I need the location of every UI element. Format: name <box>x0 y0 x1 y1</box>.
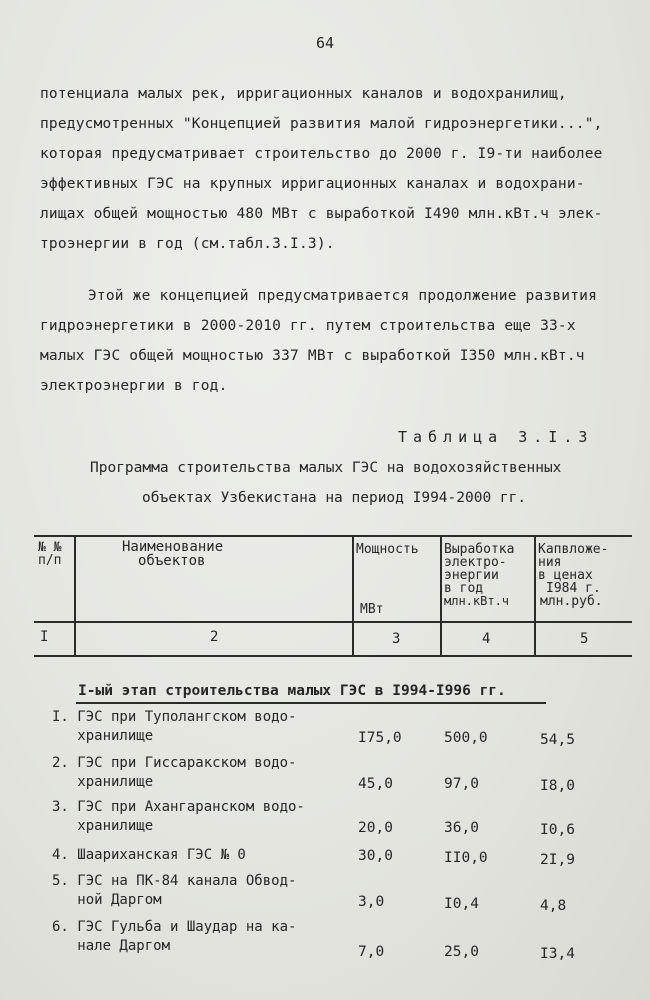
paragraph-line: Этой же концепцией предусматривается продолжение развития <box>88 288 597 304</box>
row-power: 30,0 <box>358 848 393 864</box>
column-number: I <box>40 629 49 645</box>
header-number: п/п <box>38 553 62 568</box>
row-name: 2. ГЭС при Гиссаракском водо- <box>52 755 297 771</box>
row-name: хранилище <box>52 818 154 834</box>
table-rule <box>534 535 536 656</box>
row-name: хранилище <box>52 728 154 744</box>
table-header <box>34 535 632 657</box>
row-output: 500,0 <box>444 730 488 746</box>
header-capex: Капвложе- <box>538 542 609 557</box>
paragraph-line: малых ГЭС общей мощностью 337 МВт с выработкой I350 млн.кВт.ч <box>40 348 585 364</box>
row-output: 36,0 <box>444 820 479 836</box>
table-rule <box>34 621 632 623</box>
row-capex: I0,6 <box>540 822 575 838</box>
row-capex: I3,4 <box>540 946 575 962</box>
header-output: Выработка <box>444 542 515 557</box>
column-number: 3 <box>392 631 401 647</box>
row-power: 3,0 <box>358 894 385 910</box>
row-name: 5. ГЭС на ПК-84 канала Обвод- <box>52 873 297 889</box>
row-capex: 2I,9 <box>540 852 575 868</box>
table-title-line: объектах Узбекистана на период I994-2000 гг. <box>142 490 527 506</box>
column-number: 4 <box>482 631 491 647</box>
header-capex: в ценах <box>538 568 593 583</box>
row-power: I75,0 <box>358 730 402 746</box>
row-name: нале Даргом <box>52 938 171 954</box>
stage-heading: I-ый этап строительства малых ГЭС в I994-I996 гг. <box>78 683 506 699</box>
paragraph-line: которая предусматривает строительство до 2000 г. I9-ти наиболее <box>40 146 603 162</box>
stage-underline <box>76 702 546 704</box>
header-capex: I984 г. <box>546 581 601 596</box>
table-label: Таблица 3.I.3 <box>398 428 594 446</box>
row-power: 20,0 <box>358 820 393 836</box>
page-number: 64 <box>315 34 335 52</box>
row-name: хранилище <box>52 774 154 790</box>
table-title-line: Программа строительства малых ГЭС на водохозяйственных <box>90 460 562 476</box>
row-output: 97,0 <box>444 776 479 792</box>
header-name: Наименование <box>122 539 224 555</box>
header-power-unit: МВт <box>360 602 384 617</box>
paragraph-line: эффективных ГЭС на крупных ирригационных каналах и водохрани- <box>40 176 585 192</box>
table-rule <box>74 535 76 656</box>
header-output: энергии <box>444 568 499 583</box>
row-capex: I8,0 <box>540 778 575 794</box>
column-number: 5 <box>580 631 589 647</box>
row-output: 25,0 <box>444 944 479 960</box>
row-capex: 4,8 <box>540 898 567 914</box>
header-number: № № <box>38 540 62 555</box>
paragraph-line: предусмотренных "Концепцией развития малой гидроэнергетики...", <box>40 116 603 132</box>
row-name: I. ГЭС при Туполангском водо- <box>52 709 297 725</box>
row-power: 7,0 <box>358 944 385 960</box>
header-capex: млн.руб. <box>540 594 603 609</box>
row-name: ной Даргом <box>52 892 162 908</box>
header-name: объектов <box>138 553 206 569</box>
row-output: II0,0 <box>444 850 488 866</box>
table-rule <box>352 535 354 656</box>
paragraph-line: гидроэнергетики в 2000-2010 гг. путем строительства еще 33-х <box>40 318 576 334</box>
header-output: млн.кВт.ч <box>444 594 510 608</box>
table-rule <box>34 655 632 657</box>
paragraph-line: потенциала малых рек, ирригационных каналов и водохранилищ, <box>40 86 567 102</box>
table-rule <box>440 535 442 656</box>
paragraph-line: троэнергии в год (см.табл.3.I.3). <box>40 236 335 252</box>
header-capex: ния <box>538 555 562 570</box>
header-output: в год <box>444 581 484 596</box>
table-rule <box>34 535 632 537</box>
row-capex: 54,5 <box>540 732 575 748</box>
header-power: Мощность <box>356 542 419 557</box>
paragraph-line: электроэнергии в год. <box>40 378 228 394</box>
header-output: электро- <box>444 555 507 570</box>
row-output: I0,4 <box>444 896 479 912</box>
paragraph-line: лищах общей мощностью 480 МВт с выработкой I490 млн.кВт.ч элек- <box>40 206 603 222</box>
row-name: 6. ГЭС Гульба и Шаудар на ка- <box>52 919 297 935</box>
row-name: 3. ГЭС при Ахангаранском водо- <box>52 799 305 815</box>
column-number: 2 <box>210 629 219 645</box>
row-power: 45,0 <box>358 776 393 792</box>
row-name: 4. Шаариханская ГЭС № 0 <box>52 847 246 863</box>
